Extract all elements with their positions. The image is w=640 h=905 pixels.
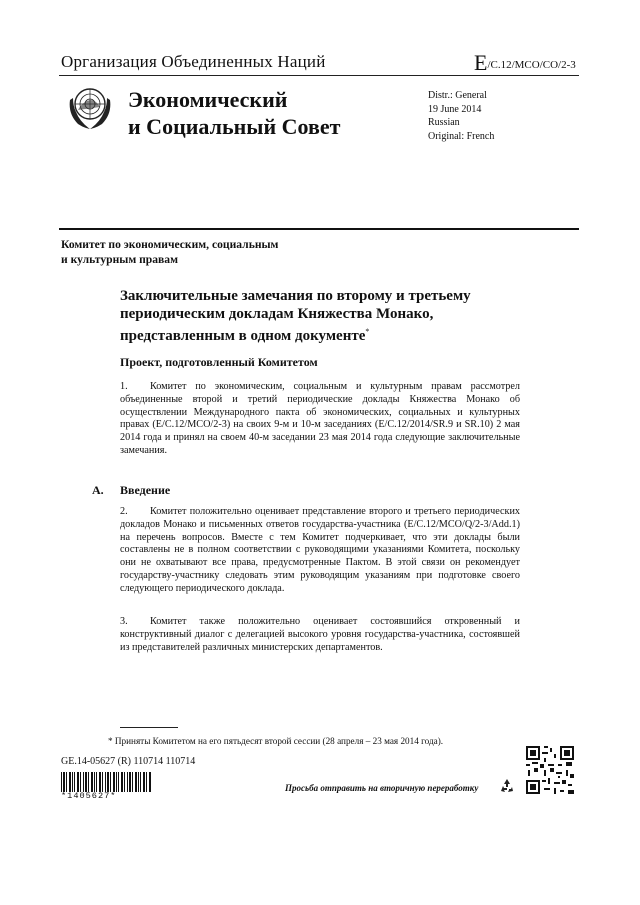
date: 19 June 2014 [428,103,482,115]
section-a-letter: A. [92,483,104,497]
recycle-icon [499,778,515,794]
header-thick-rule [59,228,579,230]
barcode-text: *1405627* [61,791,117,801]
paragraph-3 [120,616,520,654]
job-number: GE.14-05627 (R) 110714 110714 [61,756,196,767]
symbol-prefix: E [474,50,488,75]
symbol-rest: /C.12/MCO/CO/2-3 [487,59,576,71]
committee-name [61,237,278,267]
paragraph-text: Комитет положительно оценивает представление второго и третьего периодических докладов Монако и письменных ответов государства-участника (E/C.12/MCO/Q/2-3/Add.1) на перечень вопросов. Вместе с тем Комитет подчеркивает, что эти доклады были составлены не в полном соответствии с руководящими указаниями Комитета, поскольку они не охватывают все права, предусмотренные Пактом. В этой связи он рекомендует государству-участнику следовать этим руководящим указаниям при подготовке своего следующего периодического доклада. [120,506,520,594]
language: Russian [428,117,460,128]
title-line-3: представленным в одном документе [120,328,366,344]
distribution-block [428,89,494,143]
original-language: Original: French [428,130,495,142]
organization-name: Организация Объединенных Наций [61,52,326,71]
paragraph-number: 2. [120,506,128,517]
barcode-icon [61,772,151,792]
recycle-text: Просьба отправить на вторичную переработку [285,783,479,793]
paragraph-text: Комитет также положительно оценивает состоявшийся откровенный и конструктивный диалог с делегацией высокого уровня государства-участника, состоявшей из представителей различных министерских департаментов. [120,616,520,653]
distr-label: Distr.: General [428,90,487,101]
council-line-2: и Социальный Совет [128,114,341,139]
committee-line-1: Комитет по экономическим, социальным [61,238,279,251]
paragraph-number: 3. [120,616,128,627]
council-name [128,86,340,140]
document-title [120,287,520,345]
title-footnote-mark: * [365,327,370,336]
section-a-title: Введение [120,483,171,497]
draft-heading: Проект, подготовленный Комитетом [120,355,318,369]
document-symbol [474,50,576,76]
paragraph-2 [120,506,520,596]
paragraph-number: 1. [120,381,128,392]
qr-code-icon [524,744,576,796]
header-rule [59,75,579,76]
title-line-1: Заключительные замечания по второму и третьему [120,288,471,304]
paragraph-text: Комитет по экономическим, социальным и культурным правам рассмотрел объединенные второй и третий периодические доклады Княжества Монако об осуществлении Международного пакта об экономических, социальных и культурных правах (E/C.12/MCO/2-3) на своих 9-м и 10-м заседаниях (E/C.12/2014/SR.9 и SR.10) 2 мая 2014 года и принял на своем 40-м заседании 23 мая 2014 года следующие заключительные замечания. [120,381,520,456]
committee-line-2: и культурным правам [61,253,178,266]
title-line-2: периодическим докладам Княжества Монако, [120,306,434,322]
paragraph-1 [120,381,520,458]
un-emblem-icon [64,80,116,132]
footnote-rule [120,727,178,728]
footnote: * Приняты Комитетом на его пятьдесят второй сессии (28 апреля – 23 мая 2014 года). [108,736,444,746]
council-line-1: Экономический [128,87,288,112]
